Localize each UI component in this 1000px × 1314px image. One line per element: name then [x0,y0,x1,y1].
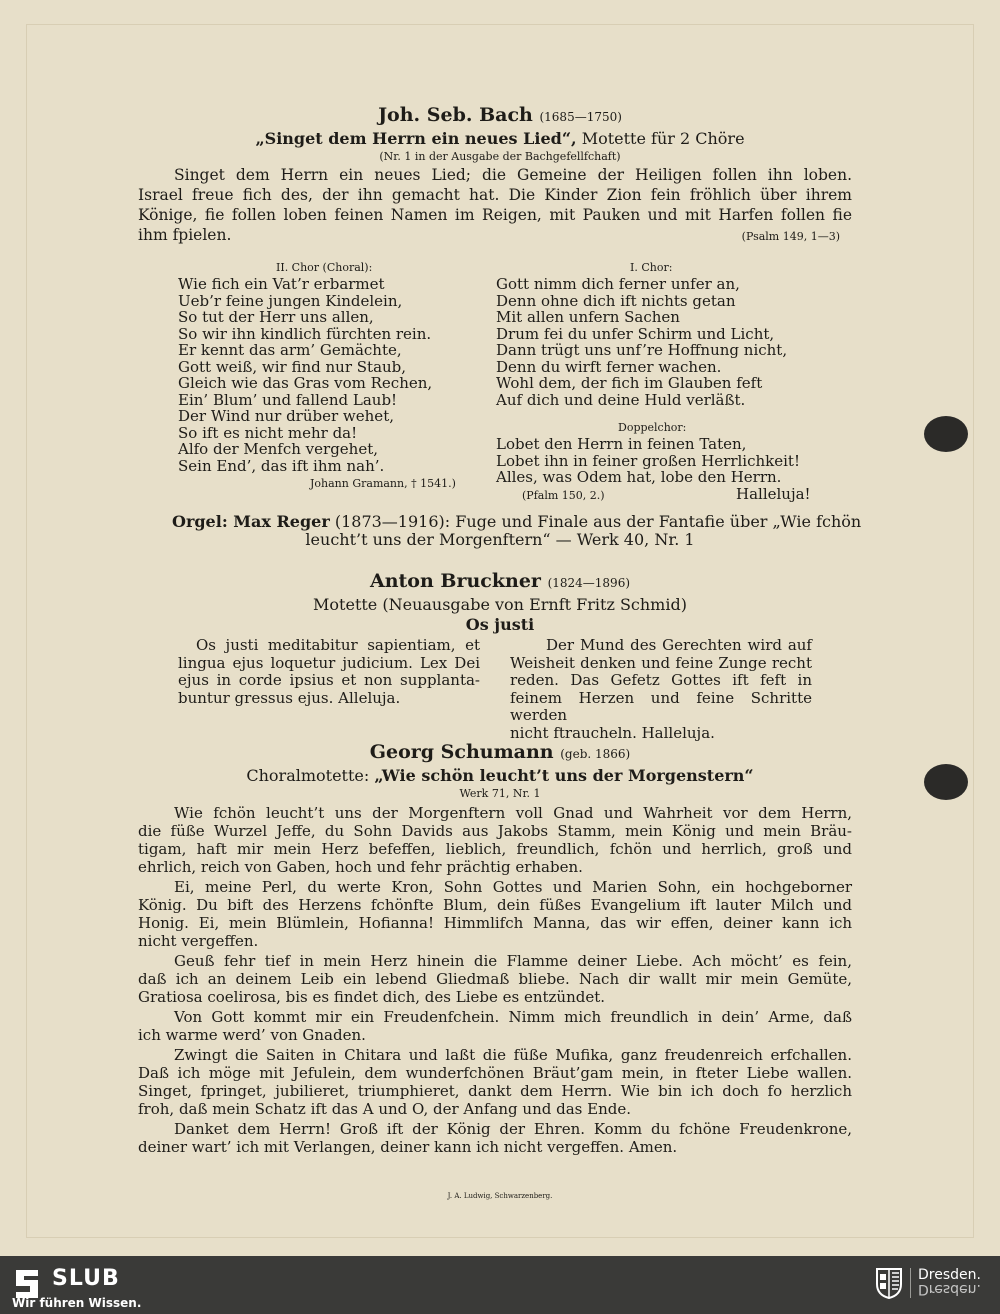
german-line: feinem Herzen und feine Schritte werden [510,688,812,724]
choir2-line: Gott weiß, wir find nur Staub, [178,357,407,376]
organ-line-1 [172,512,861,531]
double-choir-text [496,436,800,486]
bach-heading [0,104,1000,126]
text-line: ich warme werd’ von Gnaden. [138,1026,366,1044]
text-line: daß ich an deinem Leib ein lebend Gliedmaß bliebe. Nach dir wallt mir mein Gemüte, [138,970,852,988]
text-line: Wie fchön leucht’t uns der Morgenftern voll Gnad und Wahrheit vor dem Herrn, [174,804,852,822]
text-line: Gratiosa coelirosa, bis es findet dich, des Liebe es entzündet. [138,988,606,1006]
bruckner-heading [0,570,1000,592]
dresden-coat-of-arms-icon[interactable] [874,1266,904,1300]
text-line: froh, daß mein Schatz ift das A und O, der Anfang und das Ende. [138,1100,631,1118]
schumann-heading [0,741,1000,763]
organ-label: Orgel: Max Reger [172,512,330,531]
psalm-last-line [138,225,852,245]
bach-edition: (Nr. 1 in der Ausgabe der Bachgefellfchaft) [379,150,621,163]
choir2-line: Alfo der Menfch vergehet, [178,440,379,458]
text-line: Danket dem Herrn! Groß ift der König der Ehren. Komm du fchöne Freudenkrone, [174,1120,852,1138]
slub-tagline: Wir führen Wissen. [12,1296,142,1310]
choir1-line: Mit allen unfern Sachen [496,308,680,326]
choir2-line: Der Wind nur drüber wehet, [178,407,394,425]
footer-bar [0,1256,1000,1314]
choir1-line: Auf dich und deine Huld verläßt. [496,390,746,409]
punch-hole [924,416,968,452]
text-line: deiner wart’ ich mit Verlangen, deiner kann ich nicht vergeffen. Amen. [138,1138,678,1156]
text-line: Honig. Ei, mein Blümlein, Hofianna! Himmlifch Manna, das wir effen, deiner kann ich [138,914,852,932]
bruckner-work-title: Os justi [465,615,535,634]
printer-imprint: J. A. Ludwig, Schwarzenberg. [447,1192,553,1200]
latin-line: Os justi meditabitur sapientiam, et [196,636,480,654]
bach-psalm-text [138,165,852,245]
text-line: König. Du bift des Herzens fchönfte Blum, dein füßes Evangelium ift lauter Milch und [138,896,852,914]
organ-text: Fuge und Finale aus der Fantafie über „Wie fchön [455,512,862,531]
bach-work-name: „Singet dem Herrn ein neues Lied“, [255,129,577,148]
text-line: ehrlich, reich von Gaben, hoch und fehr prächtig erhaben. [138,858,583,876]
bruckner-german-text [510,637,812,742]
psalm-line: Singet dem Herrn ein neues Lied; die Gemeine der Heiligen follen ihn loben. [174,166,852,184]
choir2-attribution: Johann Gramann, † 1541.) [310,477,456,490]
text-line: Von Gott kommt mir ein Freudenfchein. Nimm mich freundlich in dein’ Arme, daß [174,1008,852,1026]
footer-separator [910,1268,911,1298]
schumann-paragraph [138,804,852,876]
choir1-line: Wohl dem, der fich im Glauben feft [496,374,763,392]
schumann-work-title [0,766,1000,785]
psalm-line: Könige, fie follen loben feinen Namen im Reigen, mit Pauken und mit Harfen follen fie [138,206,852,224]
organ-years: (1873—1916): [334,512,451,531]
bruckner-name: Anton Bruckner [369,570,541,592]
schumann-paragraph [138,952,852,1006]
text-line: tigam, haft mir mein Herz befeffen, lieblich, freundlich, fchön und herrlich, groß und [138,840,852,858]
latin-line: lingua ejus loquetur judicium. Lex Dei [178,653,480,672]
bach-work-title [0,129,1000,148]
german-line: reden. Das Gefetz Gottes ift feft in [510,671,812,689]
punch-hole [924,764,968,800]
bruckner-subtitle: Motette (Neuausgabe von Ernft Fritz Schmid) [313,595,687,614]
bach-years: (1685—1750) [539,110,622,124]
schumann-paragraph [138,1120,852,1156]
psalm-line: ihm fpielen. [138,226,232,244]
text-line: Geuß fehr tief in mein Herz hinein die Flamme deiner Liebe. Ach möcht’ es fein, [174,952,852,970]
schumann-text [138,804,852,1156]
choir1-line: Denn ohne dich ift nichts getan [496,291,736,310]
double-choir-reference: (Pfalm 150, 2.) [522,489,605,502]
choir2-line: Sein End’, das ift ihm nah’. [178,456,385,475]
dresden-text-mirror: Dresden. [918,1281,981,1297]
bruckner-latin-text [178,637,480,707]
dresden-text: Dresden. [918,1267,981,1283]
choir2-text [178,276,432,474]
german-line: Der Mund des Gerechten wird auf [546,636,812,654]
text-line: Daß ich möge mit Jefulein, dem wunderfchönen Bräut’gam mein, in fteter Liebe wallen. [138,1064,852,1082]
choir1-text [496,276,787,408]
choir2-line: Ein’ Blum’ und fallend Laub! [178,390,398,409]
text-line: Zwingt die Saiten in Chitara und laßt die füße Mufika, ganz freudenreich erfchallen. [174,1046,852,1064]
schumann-work-name: „Wie schön leucht’t uns der Morgenstern“ [374,766,754,785]
choir2-line: So ift es nicht mehr da! [178,423,358,442]
text-line: die füße Wurzel Jeffe, du Sohn Davids aus Jakobs Stamm, mein König und mein Bräu- [138,822,852,840]
schumann-name: Georg Schumann [369,741,554,763]
organ-line-2: leucht’t uns der Morgenftern“ — Werk 40, Nr. 1 [305,530,695,549]
choir1-line: Dann trügt uns unf’re Hoffnung nicht, [496,341,788,359]
double-choir-line: Lobet ihn in feiner großen Herrlichkeit! [496,451,800,470]
choir2-line: Gleich wie das Gras vom Rechen, [178,374,433,392]
schumann-paragraph [138,1008,852,1044]
choir2-line: Wie fich ein Vat’r erbarmet [178,275,385,293]
double-choir-halleluja: Halleluja! [736,485,811,503]
german-line: nicht ftraucheln. Halleluja. [510,723,715,742]
choir1-line: Denn du wirft ferner wachen. [496,357,722,376]
schumann-opus: Werk 71, Nr. 1 [459,787,541,800]
text-line: nicht vergeffen. [138,932,259,950]
double-choir-line: Alles, was Odem hat, lobe den Herrn. [496,468,782,486]
choir1-heading: I. Chor: [630,261,673,274]
choir2-heading: II. Chor (Choral): [276,261,373,274]
schumann-years: (geb. 1866) [560,747,631,761]
double-choir-heading: Doppelchor: [618,421,687,434]
german-line: Weisheit denken und feine Zunge recht [510,653,812,672]
bach-name: Joh. Seb. Bach [378,104,533,126]
dresden-wordmark[interactable] [918,1268,981,1296]
schumann-prefix: Choralmotette: [246,766,370,785]
bruckner-years: (1824—1896) [547,576,631,590]
psalm-reference: (Psalm 149, 1—3) [741,230,840,243]
choir2-line: Ueb’r feine jungen Kindelein, [178,291,403,310]
choir2-line: So tut der Herr uns allen, [178,308,374,326]
latin-line: ejus in corde ipsius et non supplanta- [178,671,480,689]
text-line: Singet, fpringet, jubilieret, triumphieret, dankt dem Herrn. Wie bin ich doch fo herzlich [138,1082,852,1100]
slub-title[interactable]: SLUB [52,1266,120,1291]
bach-work-suffix: Motette für 2 Chöre [581,129,745,148]
choir1-line: Gott nimm dich ferner unfer an, [496,275,740,293]
choir2-line: Er kennt das arm’ Gemächte, [178,341,402,359]
text-line: Ei, meine Perl, du werte Kron, Sohn Gottes und Marien Sohn, ein hochgeborner [174,878,852,896]
schumann-paragraph [138,878,852,950]
choir2-line: So wir ihn kindlich fürchten rein. [178,324,432,343]
schumann-paragraph [138,1046,852,1118]
psalm-line: Israel freue fich des, der ihn gemacht hat. Die Kinder Zion fein fröhlich über ihrem [138,186,852,204]
latin-line: buntur gressus ejus. Alleluja. [178,688,401,707]
choir1-line: Drum fei du unfer Schirm und Licht, [496,324,775,343]
double-choir-line: Lobet den Herrn in feinen Taten, [496,435,747,453]
